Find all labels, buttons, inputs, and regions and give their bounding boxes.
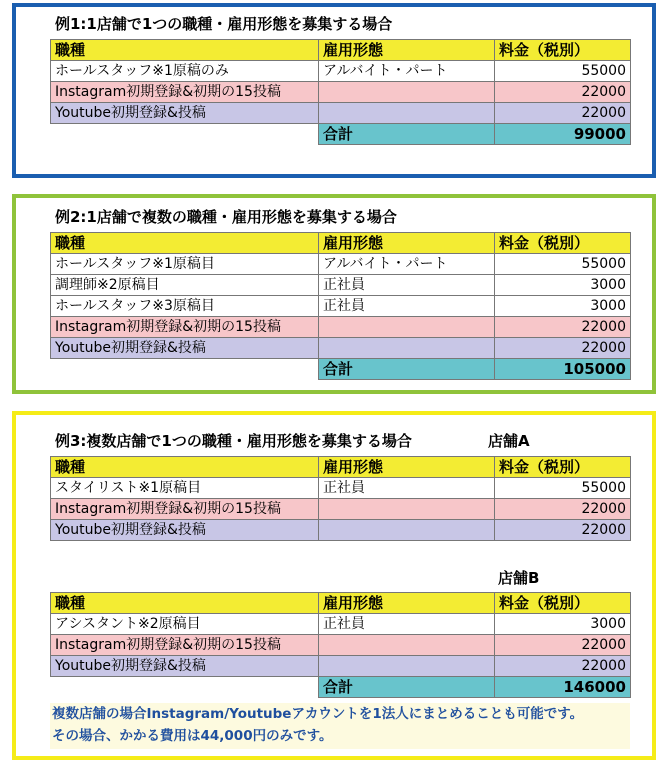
employment-cell — [319, 656, 495, 677]
employment-cell: 正社員 — [319, 275, 495, 296]
table-header-row — [51, 233, 631, 254]
total-value: 105000 — [495, 359, 631, 380]
header-fee: 料金（税別） — [495, 233, 631, 254]
header-employment: 雇用形態 — [319, 593, 495, 614]
fee-cell: 22000 — [495, 635, 631, 656]
blank-cell — [51, 677, 319, 698]
example1-title: 例1:1店舗で1つの職種・雇用形態を募集する場合 — [55, 15, 393, 33]
employment-cell: 正社員 — [319, 296, 495, 317]
job-cell: Instagram初期登録&初期の15投稿 — [51, 317, 319, 338]
store-b-table — [50, 592, 631, 698]
employment-cell — [319, 635, 495, 656]
fee-cell: 3000 — [495, 275, 631, 296]
job-cell: Youtube初期登録&投稿 — [51, 656, 319, 677]
fee-cell: 55000 — [495, 61, 631, 82]
note-line: その場合、かかる費用は44,000円のみです。 — [52, 728, 333, 744]
employment-cell: 正社員 — [319, 614, 495, 635]
fee-cell: 3000 — [495, 614, 631, 635]
example2-table — [50, 232, 631, 380]
job-cell: ホールスタッフ※3原稿目 — [51, 296, 319, 317]
store-a-label: 店舗A — [488, 432, 530, 450]
employment-cell — [319, 338, 495, 359]
total-label: 合計 — [319, 359, 495, 380]
header-job: 職種 — [51, 233, 319, 254]
table-row — [51, 520, 631, 541]
table-row — [51, 61, 631, 82]
job-cell: Instagram初期登録&初期の15投稿 — [51, 499, 319, 520]
table-row — [51, 254, 631, 275]
fee-cell: 22000 — [495, 656, 631, 677]
job-cell: Youtube初期登録&投稿 — [51, 103, 319, 124]
header-employment: 雇用形態 — [319, 40, 495, 61]
table-row — [51, 317, 631, 338]
total-label: 合計 — [319, 124, 495, 145]
note-box — [50, 703, 630, 749]
header-job: 職種 — [51, 593, 319, 614]
table-row — [51, 656, 631, 677]
blank-cell — [51, 359, 319, 380]
job-cell: Youtube初期登録&投稿 — [51, 338, 319, 359]
employment-cell: 正社員 — [319, 478, 495, 499]
total-value: 146000 — [495, 677, 631, 698]
employment-cell — [319, 499, 495, 520]
table-row — [51, 614, 631, 635]
job-cell: Instagram初期登録&初期の15投稿 — [51, 635, 319, 656]
fee-cell: 55000 — [495, 478, 631, 499]
job-cell: ホールスタッフ※1原稿目 — [51, 254, 319, 275]
example1-table — [50, 39, 631, 145]
fee-cell: 55000 — [495, 254, 631, 275]
table-row — [51, 499, 631, 520]
store-b-label: 店舗B — [498, 569, 540, 587]
header-job: 職種 — [51, 40, 319, 61]
header-fee: 料金（税別） — [495, 40, 631, 61]
table-row — [51, 103, 631, 124]
note-line: 複数店舗の場合Instagram/Youtubeアカウントを1法人にまとめることも可能です。 — [52, 706, 584, 722]
blank-cell — [51, 124, 319, 145]
total-value: 99000 — [495, 124, 631, 145]
table-row — [51, 275, 631, 296]
store-a-table — [50, 456, 631, 541]
employment-cell: アルバイト・パート — [319, 254, 495, 275]
total-row — [51, 124, 631, 145]
example3-title: 例3:複数店舗で1つの職種・雇用形態を募集する場合 — [55, 432, 412, 450]
header-fee: 料金（税別） — [495, 457, 631, 478]
example2-title: 例2:1店舗で複数の職種・雇用形態を募集する場合 — [55, 208, 397, 226]
fee-cell: 22000 — [495, 82, 631, 103]
job-cell: Youtube初期登録&投稿 — [51, 520, 319, 541]
table-row — [51, 296, 631, 317]
fee-cell: 3000 — [495, 296, 631, 317]
job-cell: スタイリスト※1原稿目 — [51, 478, 319, 499]
header-employment: 雇用形態 — [319, 457, 495, 478]
fee-cell: 22000 — [495, 520, 631, 541]
job-cell: アシスタント※2原稿目 — [51, 614, 319, 635]
total-label: 合計 — [319, 677, 495, 698]
table-row — [51, 338, 631, 359]
employment-cell — [319, 520, 495, 541]
job-cell: 調理師※2原稿目 — [51, 275, 319, 296]
total-row — [51, 359, 631, 380]
table-row — [51, 82, 631, 103]
job-cell: ホールスタッフ※1原稿のみ — [51, 61, 319, 82]
employment-cell — [319, 82, 495, 103]
table-header-row — [51, 40, 631, 61]
header-employment: 雇用形態 — [319, 233, 495, 254]
table-header-row — [51, 457, 631, 478]
employment-cell — [319, 317, 495, 338]
fee-cell: 22000 — [495, 317, 631, 338]
fee-cell: 22000 — [495, 499, 631, 520]
total-row — [51, 677, 631, 698]
fee-cell: 22000 — [495, 103, 631, 124]
job-cell: Instagram初期登録&初期の15投稿 — [51, 82, 319, 103]
employment-cell — [319, 103, 495, 124]
employment-cell: アルバイト・パート — [319, 61, 495, 82]
header-fee: 料金（税別） — [495, 593, 631, 614]
table-header-row — [51, 593, 631, 614]
header-job: 職種 — [51, 457, 319, 478]
table-row — [51, 635, 631, 656]
fee-cell: 22000 — [495, 338, 631, 359]
table-row — [51, 478, 631, 499]
